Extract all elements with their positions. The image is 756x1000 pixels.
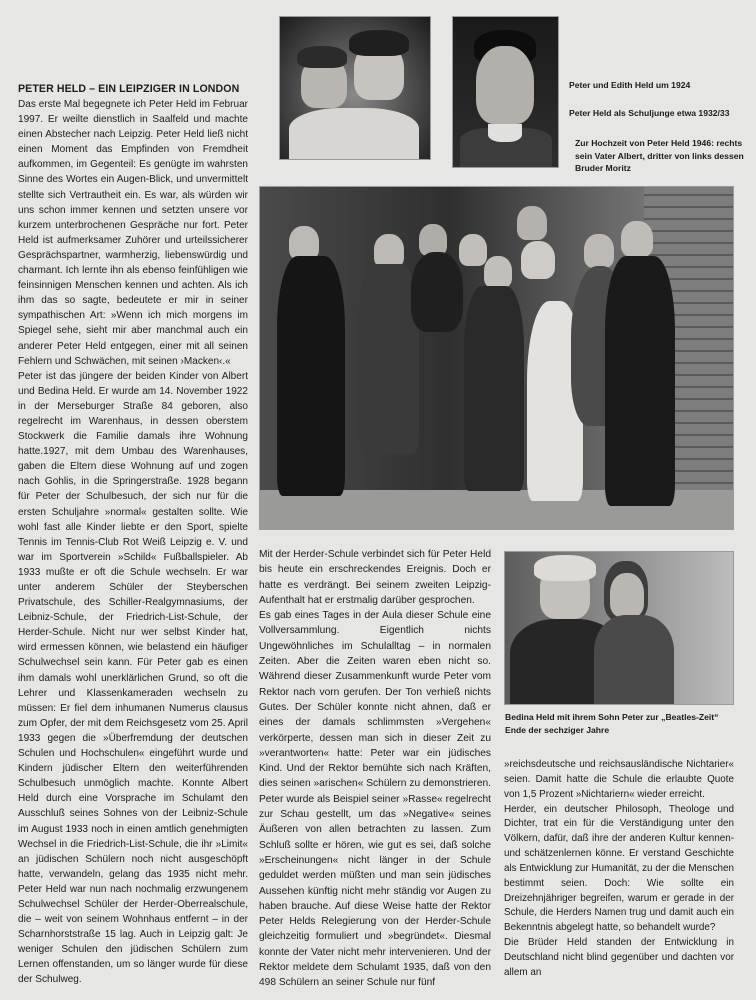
paragraph: Es gab eines Tages in der Aula dieser Schule eine Vollversammlung. Eigentlich nichts Ungewöhnliches im Schulalltag – in normalen Zeiten. Aber die Zeiten waren eben nicht so. Während dieser Zusammenkunft wurde Peter vom Rektor nach vorn gerufen. Der Ton verhieß nichts Gutes. Der Schüler konnte nicht ahnen, daß er eines der damals schlimmsten »Vergehen« verkörperte, dessen man sich in dieser Zeit zu »verantworten« hatte: Peter war ein jüdisches Kind. Und der Rektor bemühte sich nach Kräften, dies seinen »arischen« Schülern zu demonstrieren. Peter wurde als Beispiel seiner »Rasse« regelrecht zur Schau gestellt, um das »Negative« seines Äußeren von allen betrachten zu lassen. Zum Schluß sollte er hören, wie gut es sei, daß solche »Erscheinungen« nicht länger in der Schule geduldet werden müßten und man sein jüdisches Aussehen künftig nicht mehr ständig vor Augen zu haben brauche. Auf diese Weise hatte der Rektor Peter Helds Relegierung von der Herder-Schule gleichzeitig formuliert und »begründet«. Diesmal konnte der Vater nicht mehr intervenieren. Und der Rektor meldete dem Schulamt 1935, daß von den 498 Schülern an seiner Schule nur fünf [259,610,491,989]
paragraph: Mit der Herder-Schule verbindet sich für Peter Held bis heute ein erschreckendes Ereignis. Doch er hatte es verdrängt. Bei seinem zweiten Leipzig-Aufenthalt hat er erstmalig darüber gesprochen. [259,549,491,606]
caption-photo-mother-son: Bedina Held mit ihrem Sohn Peter zur „Beatles-Zeit“ Ende der sechziger Jahre [505,712,719,735]
article-column-2 [259,547,491,991]
article-title: PETER HELD – EIN LEIPZIGER IN LONDON [18,83,240,95]
paragraph: Peter ist das jüngere der beiden Kinder von Albert und Bedina Held. Er wurde am 14. November 1922 in der Merseburger Straße 84 geboren, also regelrecht im Warenhaus, in dessen oberstem Stockwerk die Familie damals ihre Wohnung hatte.1927, mit dem Umbau des Warenhauses, gaben die Eltern diese Wohnung auf und zogen nach Gohlis, in die Springerstraße. 1928 begann für Peter der Schulbesuch, der sich nur für die ersten Schuljahre »normal« gestalten sollte. Wie wohl fast alle Kinder liebte er den Sport, spielte Tennis im Tennis-Club Rot Weiß Leipzig e. V. und war im Sportverein »Schild« Fußballspieler. Ab 1933 mußte er oft die Schule wechseln. Er war unter anderem Schüler der Steyberschen Privatschule, des Schiller-Realgymnasiums, der Leibniz-Schule, der Friedrich-List-Schule, der Herder-Schule. Nicht nur wer selbst Kinder hat, wird ermessen können, wie belastend ein häufiger Schulwechsel sein kann. Für Peter gab es einen ihm damals wohl unerklärlichen Grund, so oft die Lehrer und Klassenkameraden wechseln zu müssen: Er fiel dem inhumanen Numerus clausus zum Opfer, der mit dem Reichsgesetz vom 25. April 1933 gegen die »Überfremdung der deutschen Schulen und Hochschulen« eingeführt wurde und Kindern jüdischer Eltern den weiterführenden Schulbesuch unmöglich machte. Konnte Albert Held durch eine Vorsprache im Schulamt den Ausschluß seines Sohnes von der Leibniz-Schule im August 1933 noch in einen amtlich genehmigten Wechsel in die Friedrich-List-Schule, die ihr »Limit« an jüdischen Schülern noch nicht ausgeschöpft hatte, verwandeln, gelang das 1935 nicht mehr. Peter Held war nun nach nochmalig erzwungenem Schulwechsel Schüler der Herder-Oberrealschule, die – weit von seinem Wohnhaus entfernt – in der Scharnhorststraße 15 lag. Auch in Leipzig galt: Je weniger Schulen den jüdischen Schülern zum Lernen offenstanden, um so länger wurde für diese der Schulweg. [18,370,248,986]
paragraph: Herder, ein deutscher Philosoph, Theologe und Dichter, trat ein für die Verständigung unter den Völkern, dafür, daß ihre der anderen Kultur kennen- und schätzenlernen könne. Er verstand Geschichte als Entwicklung zur Humanität, zu der die Menschen bestimmt seien. Doch: Wie sollte ein Dreizehnjähriger begreifen, warum er gerade in der Schule, die Herders Namen trug und damit auch ein Bekenntnis abgelegt hatte, so behandelt wurde? [504,803,734,934]
paragraph: Die Brüder Held standen der Entwicklung in Deutschland nicht blind gegenüber und dachten vor allem an [504,937,734,978]
photo-children [279,16,431,160]
paragraph: Das erste Mal begegnete ich Peter Held im Februar 1997. Er weilte dienstlich in Saalfeld und machte einen Abstecher nach Leipzig. Peter Held ließ nicht einen Moment das Empfinden von Fremdheit aufkommen, im Gegenteil: Es genügte im wahrsten Sinne des Wortes ein Augen-Blick, und unvermittelt stellte sich Vertrautheit ein. Es war, als würden wir uns schon immer kennen und setzten unsere vor kurzem unterbrochenen Gespräche nur fort. Peter Held ist aufmerksamer Zuhörer und urteilssicherer Gesprächspartner, warmherzig, liebenswürdig und charmant. Ich lernte ihn als ebenso feinfühligen wie feinsinnigen Menschen kennen und achten. Als ich ihm das so sagte, bedeutete er mir in seiner sympathischen Art: »Wenn ich mich morgens im Spiegel sehe, sieht mir aber manchmal auch ein anderer Peter Held entgegen, einer mit all seinen Fehlern und Schwächen, mit seinen ›Macken‹.« [18,99,248,367]
photo-mother-son [504,551,734,705]
caption-photo-schoolboy: Peter Held als Schuljunge etwa 1932/33 [569,108,730,118]
article-column-1 [18,97,248,988]
paragraph: »reichsdeutsche und reichsausländische Nichtarier« seien. Damit hatte die Schule die erlaubte Quote von 1,5 Prozent »Nichtariern« wieder erreicht. [504,759,734,800]
caption-photo-children: Peter und Edith Held um 1924 [569,80,691,90]
caption-photo-wedding: Zur Hochzeit von Peter Held 1946: rechts sein Vater Albert, dritter von links dessen Bruder Moritz [575,138,744,173]
article-column-3 [504,758,734,981]
photo-wedding-group [259,186,734,530]
photo-schoolboy [452,16,559,168]
